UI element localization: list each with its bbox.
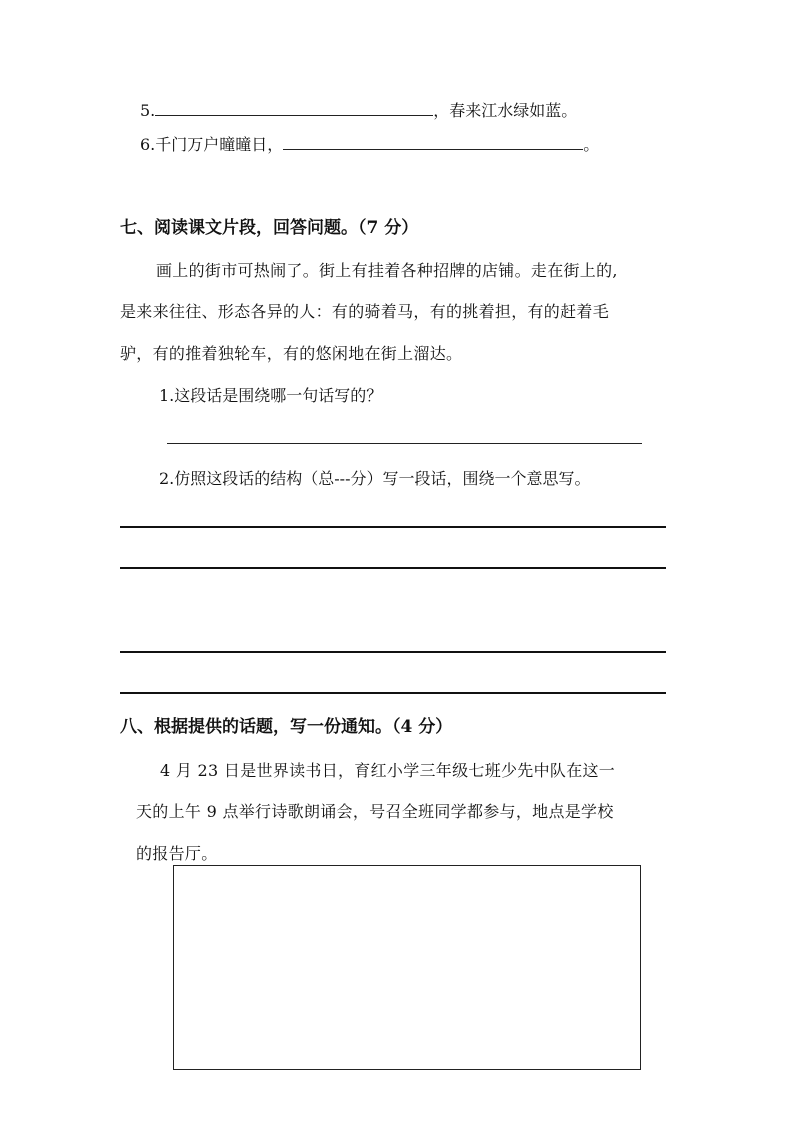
question-1: 1.这段话是围绕哪一句话写的？ [159, 386, 383, 405]
passage-line: 天的上午 9 点举行诗歌朗诵会，号召全班同学都参与，地点是学校 [136, 802, 614, 821]
passage-line: 是来来往往、形态各异的人：有的骑着马，有的挑着担，有的赶着毛 [120, 302, 610, 321]
answer-blank[interactable] [155, 101, 433, 116]
fill-item-text: 千门万户曈曈日， [155, 135, 284, 154]
passage-line: 画上的街市可热闹了。街上有挂着各种招牌的店铺。走在街上的, [156, 261, 618, 280]
passage-line: 驴，有的推着独轮车，有的悠闲地在街上溜达。 [120, 344, 463, 363]
passage-line: 4 月 23 日是世界读书日，育红小学三年级七班少先中队在这一 [160, 761, 616, 780]
writing-line[interactable] [120, 651, 666, 653]
fill-item-number: 5. [140, 101, 156, 120]
section-8-heading: 八、根据提供的话题，写一份通知。（4 分） [120, 717, 453, 737]
answer-line[interactable] [167, 443, 642, 444]
passage-line: 的报告厅。 [136, 844, 218, 863]
question-2: 2.仿照这段话的结构（总---分）写一段话，围绕一个意思写。 [159, 469, 591, 488]
writing-line[interactable] [120, 526, 666, 528]
writing-line[interactable] [120, 567, 666, 569]
writing-line[interactable] [120, 692, 666, 694]
fill-item-text: ，春来江水绿如蓝。 [433, 101, 578, 120]
fill-item-6 [140, 134, 599, 156]
answer-blank[interactable] [283, 135, 583, 150]
fill-item-end: 。 [583, 135, 600, 154]
fill-item-5 [140, 100, 577, 122]
fill-item-number: 6. [140, 135, 156, 154]
section-7-heading: 七、阅读课文片段，回答问题。（7 分） [120, 218, 419, 238]
notice-writing-box[interactable] [173, 865, 641, 1070]
